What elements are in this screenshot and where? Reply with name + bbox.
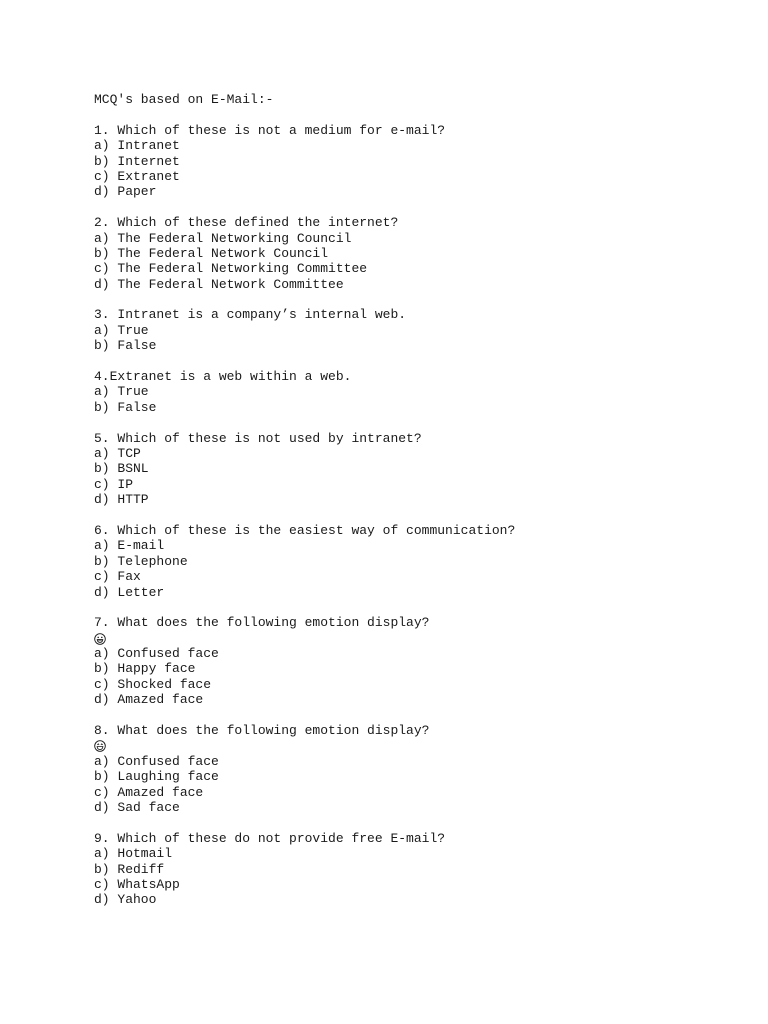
option-a: a) The Federal Networking Council bbox=[94, 230, 352, 246]
page-title: MCQ's based on E-Mail:- bbox=[94, 92, 274, 107]
option-c: c) Shocked face bbox=[94, 676, 212, 692]
option-c: c) Fax bbox=[94, 569, 141, 585]
option-b: b) Telephone bbox=[94, 553, 188, 569]
option-d: d) HTTP bbox=[94, 492, 149, 508]
option-d: d) Amazed face bbox=[94, 692, 204, 708]
question-3 bbox=[94, 307, 734, 353]
option-b: b) Rediff bbox=[94, 861, 165, 877]
question-7 bbox=[94, 615, 734, 707]
option-d: d) Letter bbox=[94, 584, 165, 600]
option-a: a) True bbox=[94, 384, 149, 400]
option-a: a) Intranet bbox=[94, 138, 180, 154]
question-9 bbox=[94, 831, 734, 908]
option-d: d) Sad face bbox=[94, 799, 180, 815]
question-text: 5. Which of these is not used by intranet? bbox=[94, 430, 422, 446]
question-6 bbox=[94, 523, 734, 600]
option-c: c) IP bbox=[94, 476, 134, 492]
option-b: b) Happy face bbox=[94, 661, 196, 677]
option-c: c) WhatsApp bbox=[94, 876, 180, 892]
question-text: 3. Intranet is a company’s internal web. bbox=[94, 307, 407, 323]
option-a: a) Hotmail bbox=[94, 846, 173, 862]
grinning-face-icon bbox=[94, 631, 734, 646]
option-b: b) Laughing face bbox=[94, 769, 219, 785]
document-page bbox=[94, 92, 734, 923]
option-d: d) The Federal Network Committee bbox=[94, 276, 344, 292]
option-d: d) Paper bbox=[94, 184, 157, 200]
option-a: a) Confused face bbox=[94, 646, 219, 662]
laughing-face-icon bbox=[94, 738, 734, 753]
question-text: 6. Which of these is the easiest way of communication? bbox=[94, 522, 516, 538]
option-b: b) The Federal Network Council bbox=[94, 245, 329, 261]
question-text: 4.Extranet is a web within a web. bbox=[94, 369, 352, 385]
question-4 bbox=[94, 369, 734, 415]
option-a: a) TCP bbox=[94, 446, 141, 461]
question-1 bbox=[94, 123, 734, 200]
question-text: 1. Which of these is not a medium for e-mail? bbox=[94, 122, 446, 138]
option-b: b) False bbox=[94, 399, 157, 415]
option-c: c) Extranet bbox=[94, 168, 180, 184]
option-c: c) Amazed face bbox=[94, 784, 204, 800]
question-2 bbox=[94, 215, 734, 292]
question-8 bbox=[94, 723, 734, 815]
question-5 bbox=[94, 431, 734, 508]
option-a: a) E-mail bbox=[94, 538, 165, 554]
question-text: 9. Which of these do not provide free E-mail? bbox=[94, 830, 446, 846]
option-a: a) True bbox=[94, 322, 149, 338]
option-b: b) False bbox=[94, 338, 157, 354]
option-b: b) Internet bbox=[94, 153, 180, 169]
question-text: 2. Which of these defined the internet? bbox=[94, 215, 399, 231]
question-text: 7. What does the following emotion display? bbox=[94, 615, 430, 631]
option-a: a) Confused face bbox=[94, 753, 219, 769]
option-d: d) Yahoo bbox=[94, 892, 157, 908]
option-b: b) BSNL bbox=[94, 461, 149, 477]
question-text: 8. What does the following emotion display? bbox=[94, 723, 430, 739]
option-c: c) The Federal Networking Committee bbox=[94, 261, 368, 277]
